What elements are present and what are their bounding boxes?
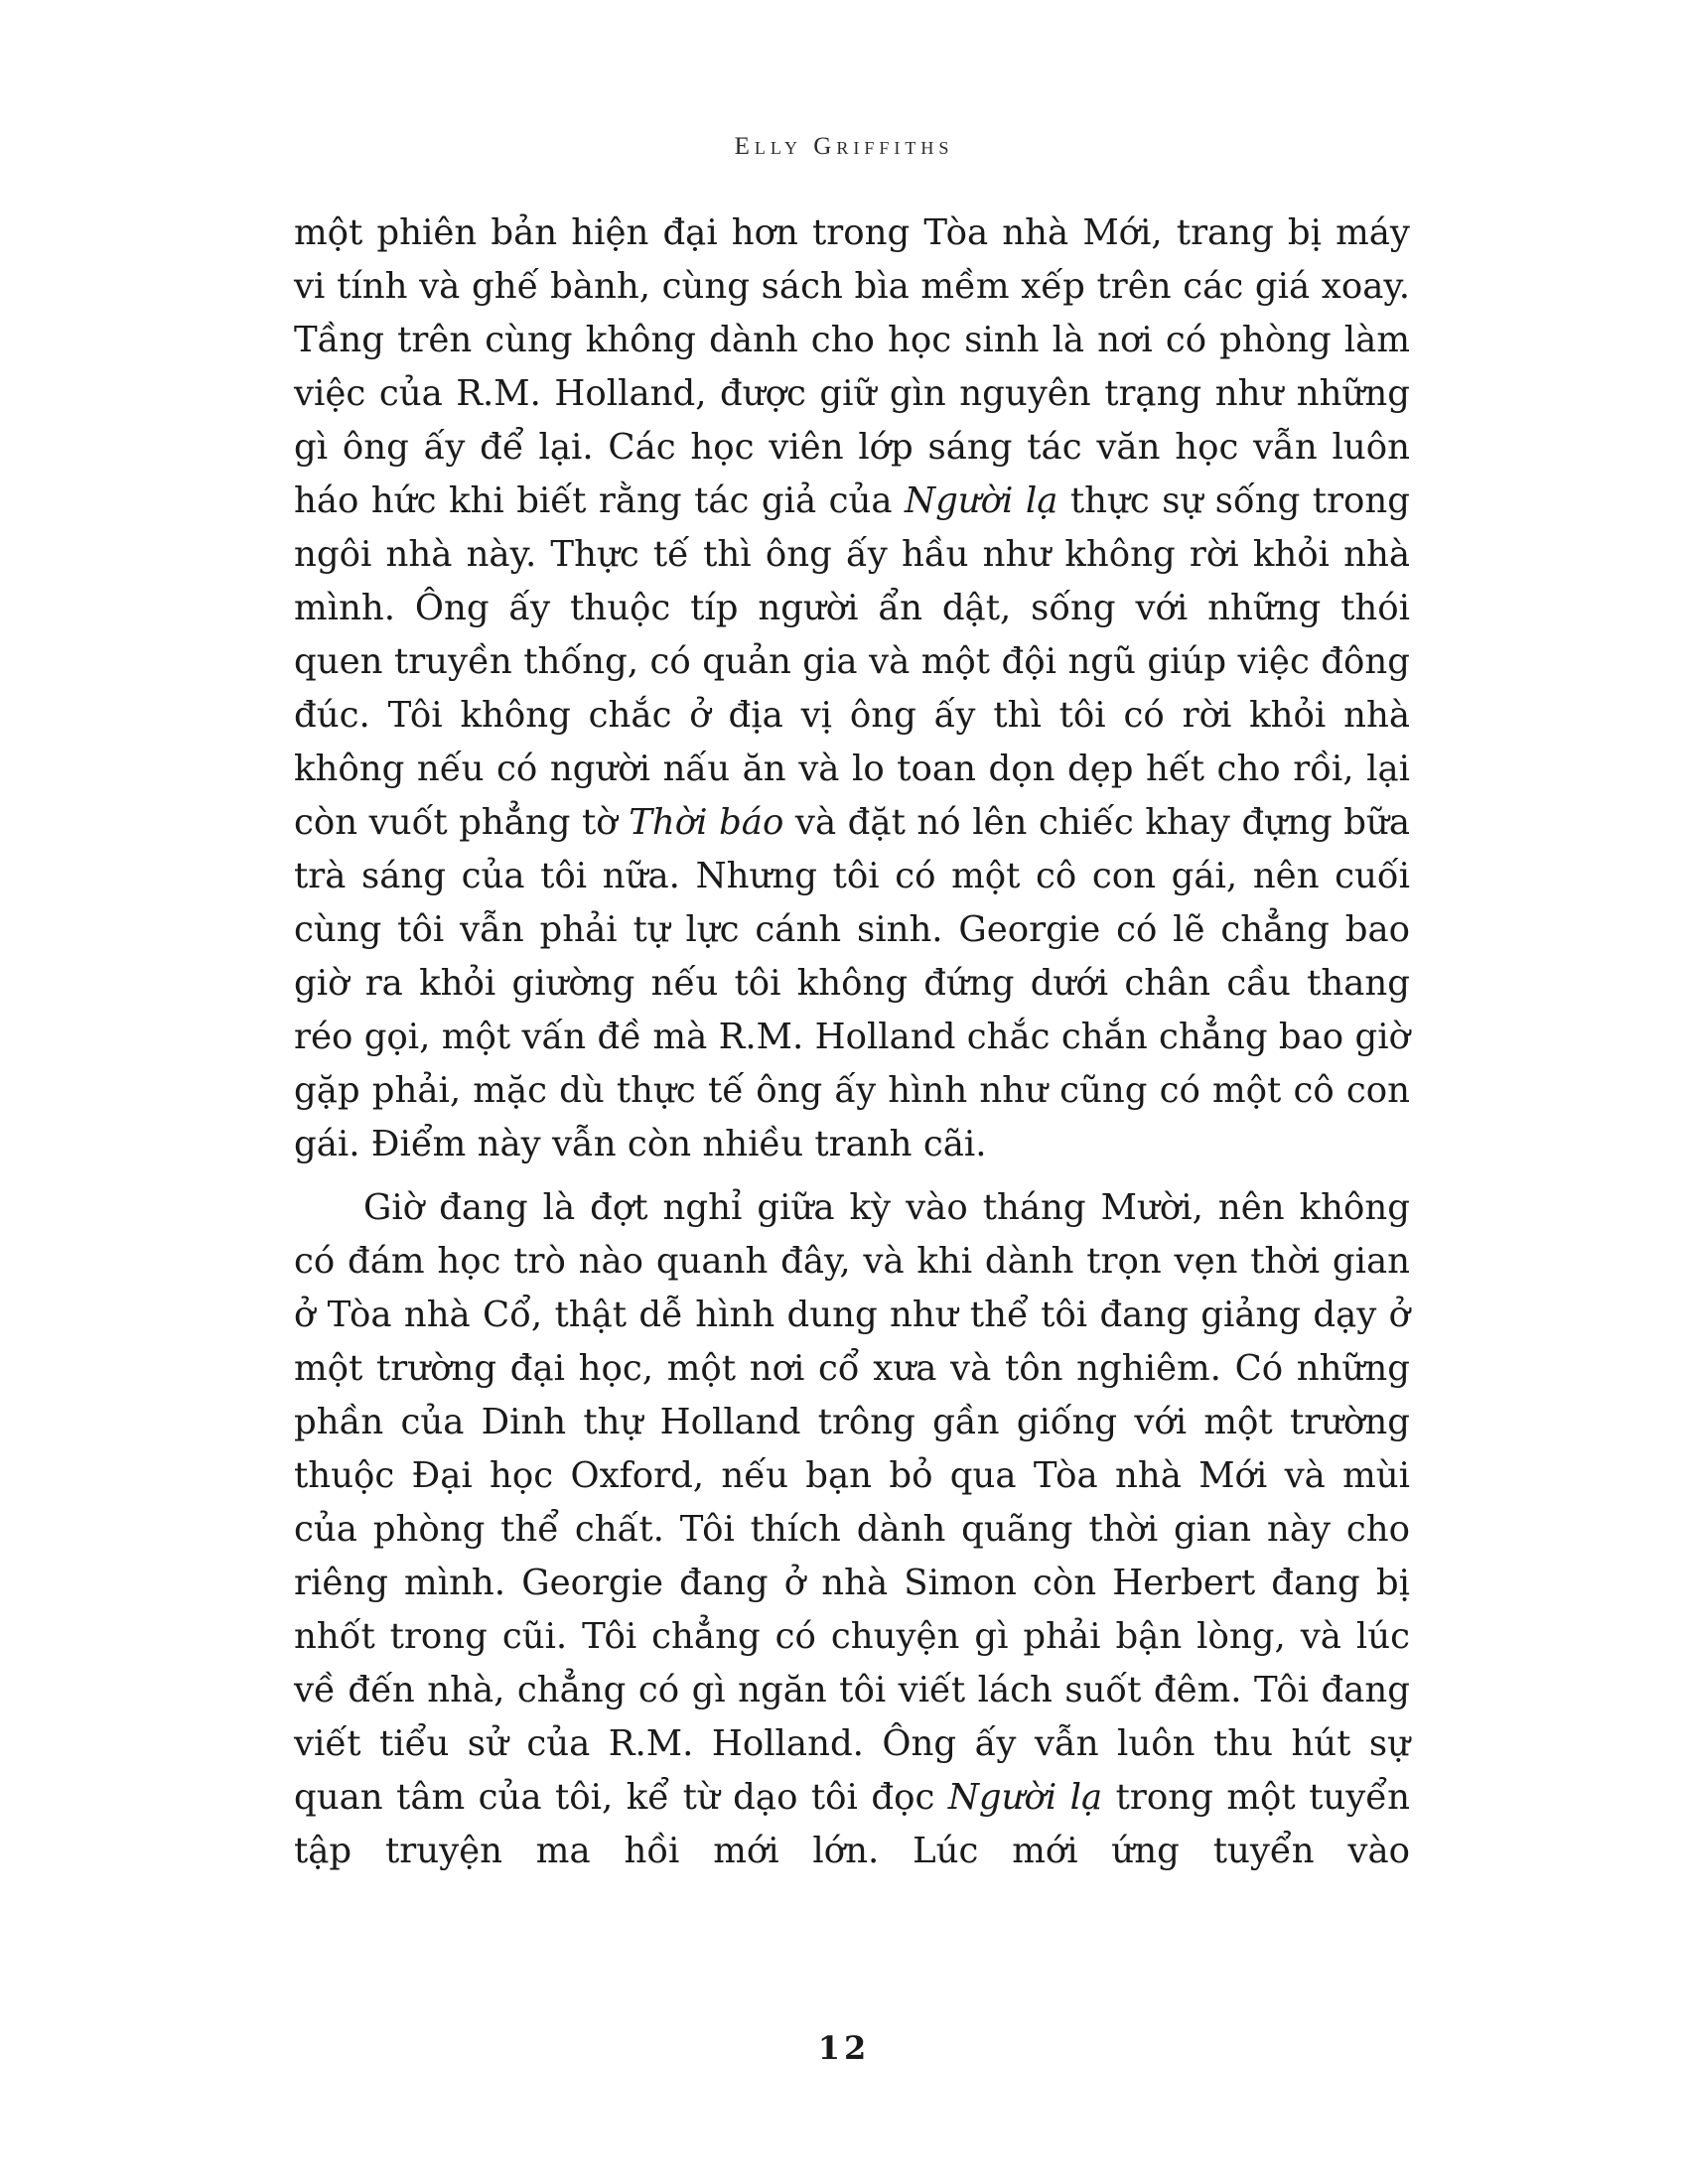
paragraph-2-text: trong một tuyển tập truyện ma hồi mới lớn. Lúc mới ứng tuyển vào bbox=[294, 1777, 1410, 1871]
page-number: 12 bbox=[817, 2029, 871, 2067]
italic-book-title: Người lạ bbox=[905, 480, 1058, 521]
body-text bbox=[294, 206, 1410, 1878]
running-header-author: Elly Griffiths bbox=[734, 133, 954, 160]
paragraph-1-text: và đặt nó lên chiếc khay đựng bữa trà sáng của tôi nữa. Nhưng tôi có một cô con gái, nên cuối cùng tôi vẫn phải tự lực cánh sinh. Georgie có lẽ chẳng bao giờ ra khỏi giường nếu tôi không đứng dưới chân cầu thang réo gọi, một vấn đề mà R.M. Holland chắc chắn chẳng bao giờ gặp phải, mặc dù thực tế ông ấy hình như cũng có một cô con gái. Điểm này vẫn còn nhiều tranh cãi. bbox=[294, 802, 1410, 1164]
paragraph-1 bbox=[294, 206, 1410, 1171]
paragraph-2-text: Giờ đang là đợt nghỉ giữa kỳ vào tháng Mười, nên không có đám học trò nào quanh đây, và khi dành trọn vẹn thời gian ở Tòa nhà Cổ, thật dễ hình dung như thể tôi đang giảng dạy ở một trường đại học, một nơi cổ xưa và tôn nghiêm. Có những phần của Dinh thự Holland trông gần giống với một trường thuộc Đại học Oxford, nếu bạn bỏ qua Tòa nhà Mới và mùi của phòng thể chất. Tôi thích dành quãng thời gian này cho riêng mình. Georgie đang ở nhà Simon còn Herbert đang bị nhốt trong cũi. Tôi chẳng có chuyện gì phải bận lòng, và lúc về đến nhà, chẳng có gì ngăn tôi viết lách suốt đêm. Tôi đang viết tiểu sử của R.M. Holland. Ông ấy vẫn luôn thu hút sự quan tâm của tôi, kể từ dạo tôi đọc bbox=[294, 1187, 1410, 1818]
italic-book-title: Người lạ bbox=[947, 1777, 1103, 1818]
italic-newspaper-title: Thời báo bbox=[629, 802, 784, 843]
paragraph-1-text: một phiên bản hiện đại hơn trong Tòa nhà Mới, trang bị máy vi tính và ghế bành, cùng sách bìa mềm xếp trên các giá xoay. Tầng trên cùng không dành cho học sinh là nơi có phòng làm việc của R.M. Holland, được giữ gìn nguyên trạng như những gì ông ấy để lại. Các học viên lớp sáng tác văn học vẫn luôn háo hức khi biết rằng tác giả của bbox=[294, 212, 1410, 521]
paragraph-1-text: thực sự sống trong ngôi nhà này. Thực tế thì ông ấy hầu như không rời khỏi nhà mình. Ông ấy thuộc típ người ẩn dật, sống với những thói quen truyền thống, có quản gia và một đội ngũ giúp việc đông đúc. Tôi không chắc ở địa vị ông ấy thì tôi có rời khỏi nhà không nếu có người nấu ăn và lo toan dọn dẹp hết cho rồi, lại còn vuốt phẳng tờ bbox=[294, 480, 1411, 843]
paragraph-2 bbox=[294, 1181, 1410, 1878]
